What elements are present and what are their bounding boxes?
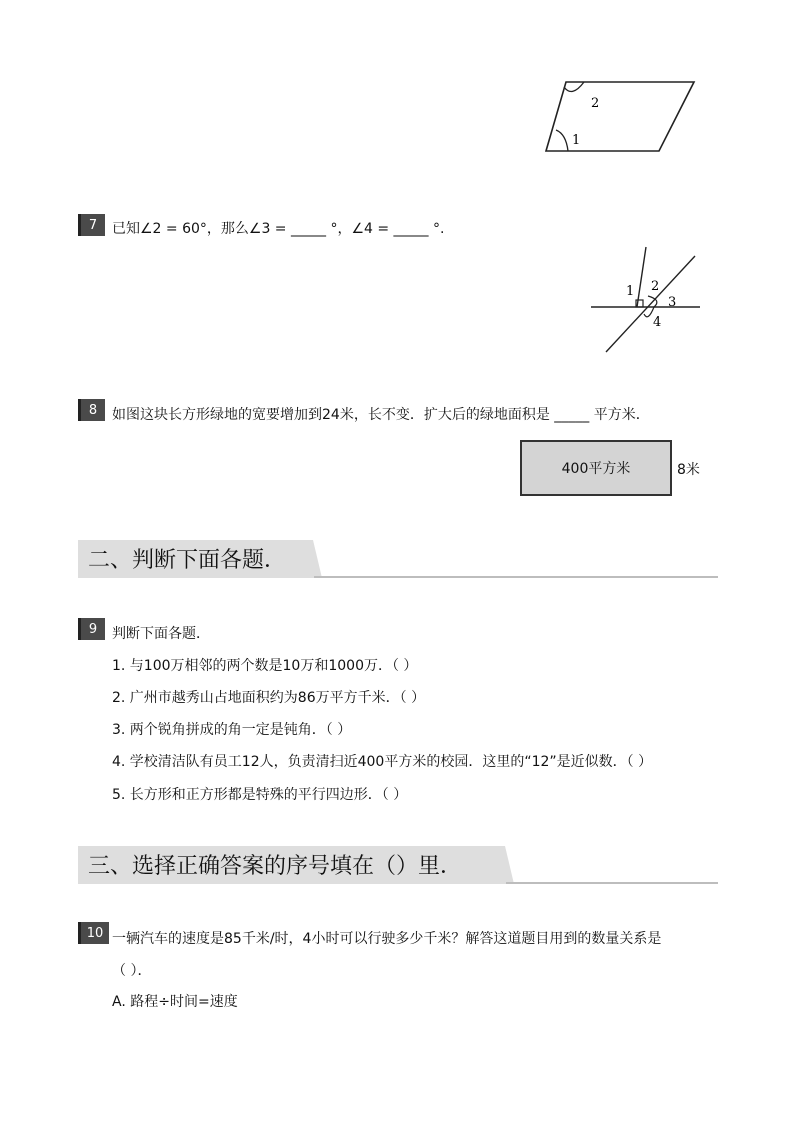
question-8-text: 如图这块长方形绿地的宽要增加到24米，长不变．扩大后的绿地面积是 _____ 平方米．	[112, 407, 650, 423]
area-label: 400平方米	[561, 461, 631, 477]
question-number-10-text: 10	[86, 925, 104, 941]
section-2-header	[78, 540, 718, 578]
section-2-rule	[314, 576, 718, 578]
parallelogram-figure	[540, 76, 704, 158]
intersecting-lines-figure	[588, 244, 704, 356]
line-label-2: 2	[651, 279, 660, 294]
question-number-10	[78, 922, 109, 944]
line-label-1: 1	[626, 284, 635, 299]
question-number-9-text: 9	[88, 621, 98, 637]
question-number-7-text: 7	[88, 217, 98, 233]
question-10-text-cont: （ ）．	[112, 963, 152, 979]
judge-item-2: 2. 广州市越秀山占地面积约为86万平方千米．（ ）	[112, 690, 426, 706]
question-10-option-a: A. 路程÷时间=速度	[112, 994, 238, 1010]
question-9-text: 判断下面各题．	[112, 626, 210, 642]
width-label: 8米	[677, 462, 700, 478]
section-3-title: 三、选择正确答案的序号填在（）里．	[88, 854, 463, 879]
judge-item-3: 3. 两个锐角拼成的角一定是钝角．（ ）	[112, 722, 352, 738]
section-3-rule	[506, 882, 718, 884]
green-area-rectangle	[520, 440, 672, 496]
angle-label-1: 1	[572, 133, 581, 148]
section-2-title: 二、判断下面各题．	[88, 548, 287, 573]
section-3-header	[78, 846, 718, 884]
angle-label-2: 2	[591, 96, 600, 111]
line-label-3: 3	[668, 295, 677, 310]
question-number-8-text: 8	[88, 402, 98, 418]
question-number-7	[78, 214, 105, 236]
question-7-text: 已知∠2 = 60°，那么∠3 = _____ °，∠4 = _____ °.	[112, 221, 445, 237]
judge-item-4: 4. 学校清洁队有员工12人，负责清扫近400平方米的校园．这里的“12”是近似数．（ ）	[112, 754, 653, 770]
line-label-4: 4	[653, 315, 662, 330]
question-10-text: 一辆汽车的速度是85千米/时，4小时可以行驶多少千米？解答这道题目用到的数量关系是	[112, 931, 662, 947]
judge-item-1: 1. 与100万相邻的两个数是10万和1000万．（ ）	[112, 658, 418, 674]
question-number-8	[78, 399, 105, 421]
question-number-9	[78, 618, 105, 640]
judge-item-5: 5. 长方形和正方形都是特殊的平行四边形．（ ）	[112, 787, 408, 803]
